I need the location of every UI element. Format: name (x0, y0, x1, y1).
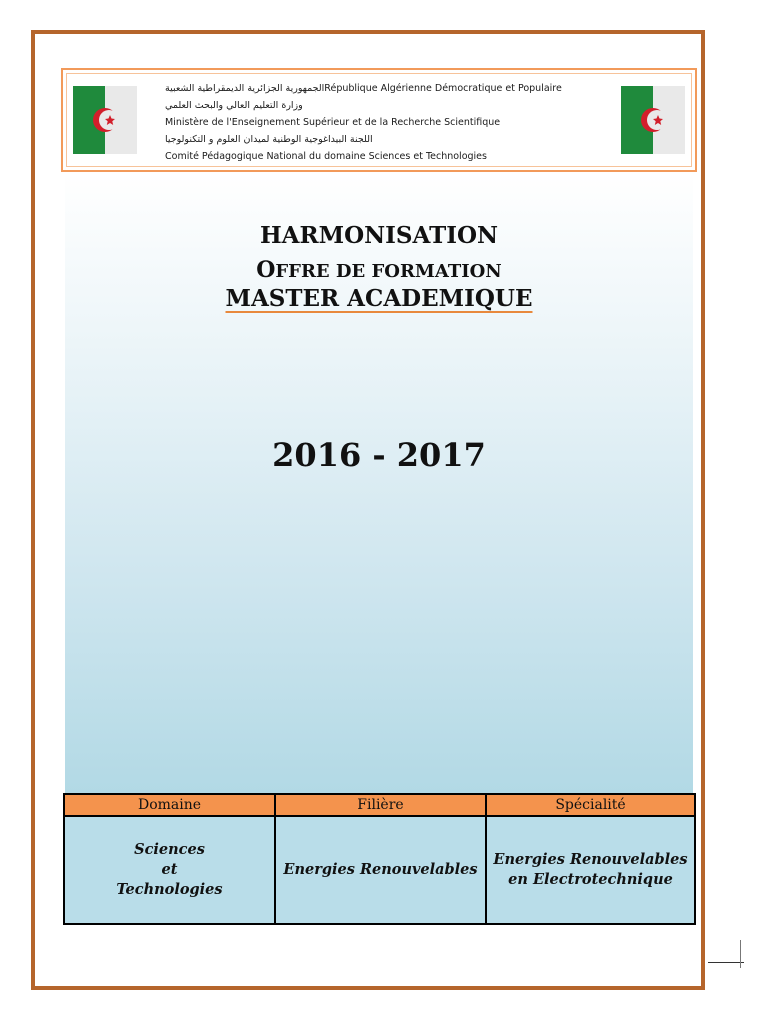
title-offre-formation (65, 257, 693, 283)
table-header-specialite: Spécialité (486, 794, 695, 816)
cell-domaine (64, 816, 275, 924)
header-box (61, 68, 697, 172)
page-corner-mark-vertical (740, 940, 741, 968)
domaine-line-1: Sciences (134, 841, 205, 858)
table-row (64, 816, 695, 924)
header-line-committee-fr: Comité Pédagogique National du domaine Sciences et Technologies (165, 151, 487, 162)
domaine-line-2: et (161, 861, 178, 878)
header-line-republic: الجمهورية الجزائرية الديمقراطية الشعبيةRépublique Algérienne Démocratique et Populaire (165, 83, 562, 94)
cell-specialite (486, 816, 695, 924)
domaine-line-3: Technologies (116, 881, 223, 898)
title-offre-rest: FFRE DE FORMATION (275, 261, 502, 282)
specialite-line-2: en Electrotechnique (508, 871, 673, 888)
table-header-domaine: Domaine (64, 794, 275, 816)
header-line-ministry-fr: Ministère de l'Enseignement Supérieur et de la Recherche Scientifique (165, 117, 501, 128)
title-offre-initial: O (256, 257, 276, 283)
algeria-flag-left (73, 86, 137, 154)
specialite-line-1: Energies Renouvelables (493, 851, 688, 868)
title-master (65, 285, 693, 312)
filiere-text: Energies Renouvelables (283, 861, 478, 878)
formation-table (63, 793, 696, 925)
header-line-ministry-ar: وزارة التعليم العالي والبحث العلمي (165, 100, 303, 111)
header-line-committee-ar: اللجنة البيداغوجية الوطنية لميدان العلوم و التكنولوجيا (165, 134, 373, 145)
header-text (165, 80, 615, 165)
title-harmonisation: HARMONISATION (259, 222, 499, 249)
academic-years: 2016 - 2017 (272, 436, 486, 474)
algeria-flag-right (621, 86, 685, 154)
table-header-filiere: Filière (275, 794, 486, 816)
table-header-row (64, 794, 695, 816)
cell-filiere (275, 816, 486, 924)
title-master-text: MASTER ACADEMIQUE (225, 285, 533, 312)
page-corner-mark (708, 962, 744, 963)
